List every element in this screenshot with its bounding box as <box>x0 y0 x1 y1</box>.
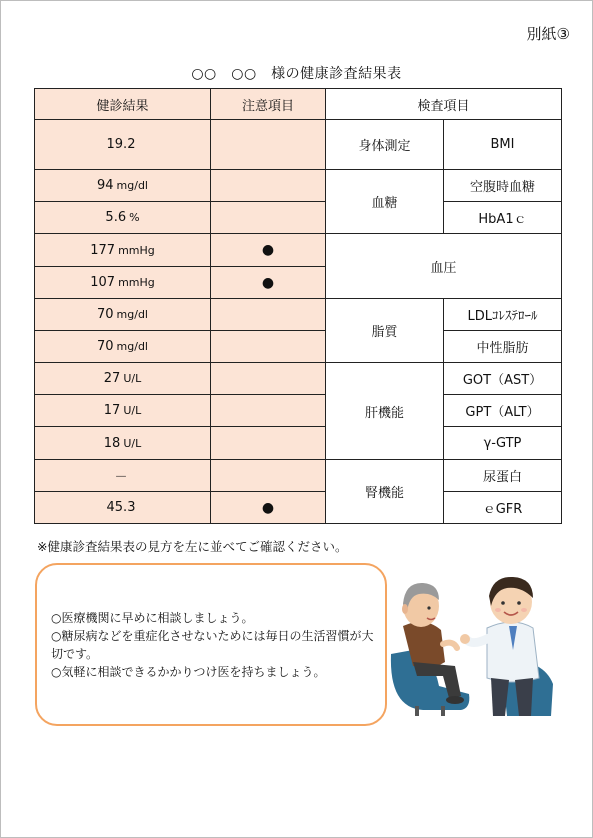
item-cell: ｅGFR <box>444 492 562 524</box>
patient-illustration <box>391 583 469 716</box>
result-unit: mmHg <box>118 276 155 289</box>
result-cell <box>35 267 211 299</box>
attention-cell <box>211 170 326 202</box>
doctor-illustration <box>460 577 553 716</box>
attention-cell <box>211 120 326 170</box>
attention-cell: ● <box>211 234 326 267</box>
advice-box <box>35 563 387 726</box>
result-unit: mmHg <box>118 243 155 257</box>
attention-cell <box>211 202 326 234</box>
attention-cell: ● <box>211 492 326 524</box>
result-value: 45.3 <box>106 500 136 515</box>
header-attention: 注意項目 <box>211 89 326 120</box>
table-row <box>35 460 562 492</box>
group-cell: 血糖 <box>326 170 444 234</box>
result-cell <box>35 363 211 395</box>
attention-cell <box>211 460 326 492</box>
advice-item: ○医療機関に早めに相談しましょう。 <box>51 611 254 625</box>
result-value: 19.2 <box>106 137 136 152</box>
table-row <box>35 492 562 524</box>
item-cell: GPT（ALT） <box>444 395 562 427</box>
table-row <box>35 202 562 234</box>
result-unit: mg/dl <box>116 308 148 321</box>
advice-item: ○気軽に相談できるかかりつけ医を持ちましょう。 <box>51 665 326 679</box>
item-cell: 中性脂肪 <box>444 331 562 363</box>
advice-list <box>51 609 381 681</box>
result-value: 70 <box>97 307 114 322</box>
item-cell: GOT（AST） <box>444 363 562 395</box>
result-value: 94 <box>97 178 114 193</box>
table-header-row <box>35 89 562 120</box>
result-value: 5.6 <box>105 210 127 225</box>
item-cell: LDLｺﾚｽﾃﾛｰﾙ <box>444 299 562 331</box>
attention-cell: ● <box>211 267 326 299</box>
result-value: － <box>114 470 128 485</box>
attention-cell <box>211 395 326 427</box>
group-cell: 腎機能 <box>326 460 444 524</box>
table-row <box>35 120 562 170</box>
group-cell: 肝機能 <box>326 363 444 460</box>
table-row <box>35 234 562 267</box>
doctor-patient-illustration <box>383 566 558 718</box>
result-value: 17 <box>103 403 121 418</box>
table-row <box>35 427 562 460</box>
table-row <box>35 395 562 427</box>
group-cell: 脂質 <box>326 299 444 363</box>
result-cell <box>35 395 211 427</box>
attention-cell <box>211 331 326 363</box>
item-cell: γ-GTP <box>444 427 562 460</box>
table-row <box>35 170 562 202</box>
group-cell: 血圧 <box>326 234 562 299</box>
item-cell: 空腹時血糖 <box>444 170 562 202</box>
result-cell <box>35 492 211 524</box>
page-title: ○○ ○○ 様の健康診査結果表 <box>191 66 402 82</box>
result-value: 177 <box>90 242 116 258</box>
attention-cell <box>211 363 326 395</box>
result-value: 70 <box>97 339 114 354</box>
result-cell <box>35 331 211 363</box>
result-cell <box>35 170 211 202</box>
reading-note: ※健康診査結果表の見方を左に並べてご確認ください。 <box>37 539 348 554</box>
result-unit: U/L <box>123 372 142 385</box>
table-row <box>35 299 562 331</box>
result-cell <box>35 460 211 492</box>
result-unit: mg/dl <box>116 179 148 192</box>
table-row <box>35 363 562 395</box>
attention-cell <box>211 299 326 331</box>
document-id: 別紙③ <box>526 25 570 43</box>
result-cell <box>35 234 211 267</box>
result-unit: mg/dl <box>116 340 148 353</box>
item-cell: BMI <box>444 120 562 170</box>
header-items: 検査項目 <box>326 89 562 120</box>
item-cell: HbA1ｃ <box>444 202 562 234</box>
result-cell <box>35 299 211 331</box>
group-cell: 身体測定 <box>326 120 444 170</box>
result-value: 18 <box>103 435 121 451</box>
attention-cell <box>211 427 326 460</box>
header-result: 健診結果 <box>35 89 211 120</box>
item-cell: 尿蛋白 <box>444 460 562 492</box>
result-unit: U/L <box>123 436 142 450</box>
result-cell <box>35 120 211 170</box>
result-unit: % <box>129 211 140 224</box>
result-cell <box>35 202 211 234</box>
result-value: 27 <box>103 371 121 386</box>
result-value: 107 <box>90 275 116 290</box>
result-cell <box>35 427 211 460</box>
result-unit: U/L <box>123 404 142 417</box>
table-row <box>35 331 562 363</box>
results-table <box>34 88 562 524</box>
advice-item: ○糖尿病などを重症化させないためには毎日の生活習慣が大切です。 <box>51 629 374 661</box>
